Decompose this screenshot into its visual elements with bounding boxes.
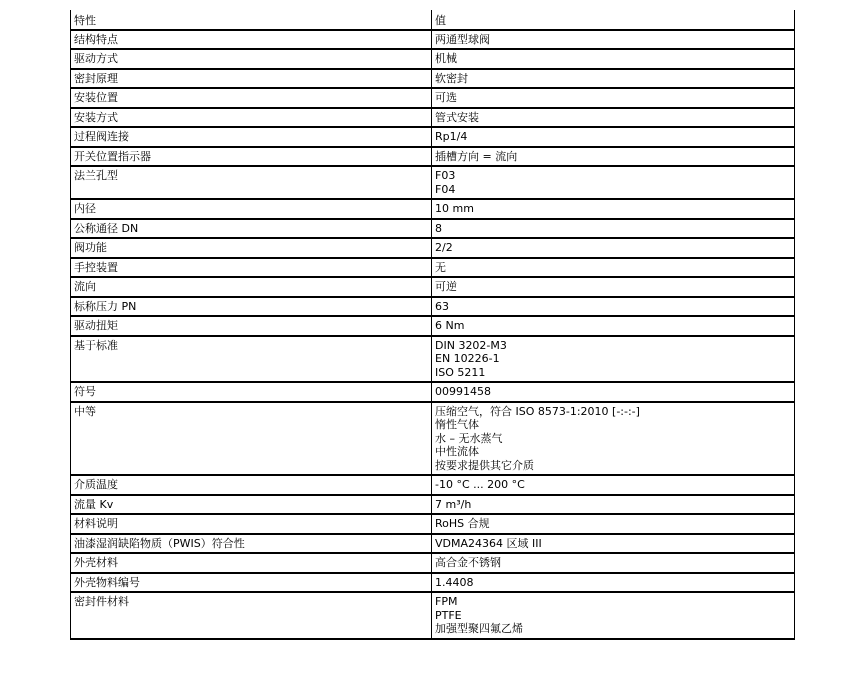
table-row	[71, 258, 795, 278]
table-row	[71, 402, 795, 476]
row-value	[432, 69, 795, 89]
spec-table	[70, 10, 795, 640]
row-value	[432, 316, 795, 336]
value-line: EN 10226-1	[435, 352, 500, 365]
row-value	[432, 277, 795, 297]
value-line: 可选	[435, 91, 457, 104]
table-row	[71, 316, 795, 336]
table-row	[71, 553, 795, 573]
value-line: 水 – 无水蒸气	[435, 431, 503, 445]
value-line: 可逆	[435, 280, 457, 293]
row-value	[432, 88, 795, 108]
value-line: FPM	[435, 595, 458, 608]
value-line: F04	[435, 182, 456, 196]
row-value	[432, 219, 795, 239]
row-value	[432, 382, 795, 402]
value-line: ISO 5211	[435, 365, 486, 379]
row-value	[432, 49, 795, 69]
value-line: 2/2	[435, 241, 453, 254]
table-row	[71, 49, 795, 69]
value-line: 6 Nm	[435, 319, 465, 332]
table-row	[71, 108, 795, 128]
row-property: 内径	[71, 199, 432, 219]
row-property: 手控装置	[71, 258, 432, 278]
row-property: 驱动方式	[71, 49, 432, 69]
row-property: 密封原理	[71, 69, 432, 89]
row-value	[432, 553, 795, 573]
row-property: 法兰孔型	[71, 166, 432, 199]
row-property: 安装方式	[71, 108, 432, 128]
value-line: 机械	[435, 52, 457, 65]
value-line: 8	[435, 221, 442, 235]
value-line: 压缩空气，符合 ISO 8573-1:2010 [-:-:-]	[435, 404, 640, 418]
row-value	[432, 402, 795, 476]
value-line: 加强型聚四氟乙烯	[435, 622, 523, 635]
row-property: 中等	[71, 402, 432, 476]
table-row	[71, 475, 795, 495]
value-line: 按要求提供其它介质	[435, 458, 534, 472]
row-value	[432, 573, 795, 593]
table-row	[71, 514, 795, 534]
row-property: 外壳物料编号	[71, 573, 432, 593]
table-row	[71, 219, 795, 239]
table-row	[71, 199, 795, 219]
table-row	[71, 573, 795, 593]
table-row	[71, 534, 795, 554]
row-property: 介质温度	[71, 475, 432, 495]
table-header-row	[71, 10, 795, 30]
row-value	[432, 297, 795, 317]
row-property: 基于标准	[71, 336, 432, 383]
value-line: 两通型球阀	[435, 32, 490, 46]
table-row	[71, 166, 795, 199]
value-line: 7 m³/h	[435, 497, 472, 511]
table-row	[71, 336, 795, 383]
table-row	[71, 69, 795, 89]
value-line: 无	[435, 260, 446, 274]
value-line: 63	[435, 299, 449, 313]
row-value	[432, 30, 795, 50]
row-value	[432, 108, 795, 128]
row-property: 标称压力 PN	[71, 297, 432, 317]
table-row	[71, 592, 795, 639]
row-property: 公称通径 DN	[71, 219, 432, 239]
row-property: 安装位置	[71, 88, 432, 108]
table-row	[71, 147, 795, 167]
value-line: 高合金不锈钢	[435, 556, 501, 569]
row-value	[432, 127, 795, 147]
row-property: 外壳材料	[71, 553, 432, 573]
table-row	[71, 297, 795, 317]
value-line: DIN 3202-M3	[435, 338, 507, 352]
value-line: 软密封	[435, 71, 468, 85]
value-line: VDMA24364 区域 III	[435, 536, 542, 550]
row-property: 密封件材料	[71, 592, 432, 639]
row-value	[432, 475, 795, 495]
value-line: -10 °C ... 200 °C	[435, 478, 525, 491]
value-line: 惰性气体	[435, 418, 479, 431]
row-value	[432, 258, 795, 278]
table-row	[71, 127, 795, 147]
header-value: 值	[432, 10, 795, 30]
header-property: 特性	[71, 10, 432, 30]
row-property: 油漆湿润缺陷物质（PWIS）符合性	[71, 534, 432, 554]
value-line: 管式安装	[435, 110, 479, 124]
row-property: 过程阀连接	[71, 127, 432, 147]
row-value	[432, 238, 795, 258]
row-property: 符号	[71, 382, 432, 402]
row-value	[432, 495, 795, 515]
value-line: 00991458	[435, 385, 491, 398]
value-line: 10 mm	[435, 202, 474, 215]
row-value	[432, 514, 795, 534]
value-line: 1.4408	[435, 575, 474, 589]
table-row	[71, 30, 795, 50]
value-line: RoHS 合规	[435, 517, 490, 530]
value-line: Rp1/4	[435, 130, 468, 143]
row-property: 流量 Kv	[71, 495, 432, 515]
table-row	[71, 277, 795, 297]
value-line: F03	[435, 169, 456, 182]
table-row	[71, 495, 795, 515]
row-value	[432, 147, 795, 167]
table-row	[71, 88, 795, 108]
row-property: 阀功能	[71, 238, 432, 258]
row-property: 材料说明	[71, 514, 432, 534]
row-value	[432, 166, 795, 199]
value-line: 中性流体	[435, 445, 479, 458]
row-value	[432, 534, 795, 554]
value-line: PTFE	[435, 608, 462, 622]
row-property: 结构特点	[71, 30, 432, 50]
row-value	[432, 336, 795, 383]
table-body	[71, 30, 795, 639]
row-property: 流向	[71, 277, 432, 297]
table-row	[71, 382, 795, 402]
value-line: 插槽方向 = 流向	[435, 149, 518, 163]
row-value	[432, 592, 795, 639]
table-row	[71, 238, 795, 258]
row-property: 开关位置指示器	[71, 147, 432, 167]
row-value	[432, 199, 795, 219]
row-property: 驱动扭矩	[71, 316, 432, 336]
